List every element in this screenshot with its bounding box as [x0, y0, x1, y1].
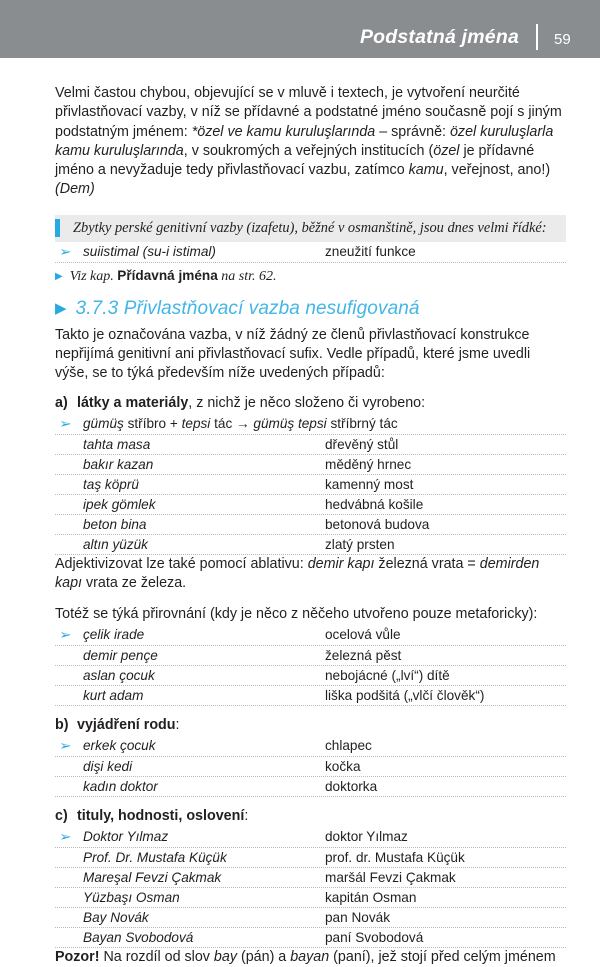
vocab-czech: pan Novák [325, 909, 390, 925]
list-letter-b: b) [55, 716, 69, 733]
table-row [55, 868, 566, 888]
vocab-czech: kamenný most [325, 476, 414, 492]
section-intro-paragraph: Takto je označována vazba, v níž žádný ze členů přivlastňovací konstrukce nepřijímá genitivní ani přivlastňovací sufix. Vedle případů, které jsme uvedli výše, se to týká především níže uvedených případů: [55, 326, 531, 382]
vocab-czech: zneužití funkce [325, 243, 416, 259]
vocab-czech: liška podšitá („vlčí člověk“) [325, 687, 485, 703]
table-row [55, 455, 566, 475]
intro-em-4: kamu [408, 162, 444, 179]
table-row [55, 475, 566, 495]
vocab-czech: dřevěný stůl [325, 436, 399, 452]
list-item-c-rest: : [244, 807, 249, 824]
vocab-czech: ocelová vůle [325, 626, 401, 642]
table-row [55, 535, 566, 555]
vocab-turkish: suiistimal (su-i istimal) [83, 243, 216, 259]
vocab-turkish: Prof. Dr. Mustafa Küçük [83, 849, 227, 865]
triangle-right-icon: ▶ [55, 300, 67, 318]
intro-paragraph [55, 84, 566, 200]
vocab-turkish: demir pençe [83, 647, 158, 663]
formula-i1: gümüş [83, 415, 124, 431]
table-row [55, 515, 566, 535]
vocab-turkish: ipek gömlek [83, 496, 156, 512]
formula-table-a [55, 414, 566, 435]
list-item-c [55, 808, 566, 824]
table-row [55, 827, 566, 848]
vocab-czech: betonová budova [325, 516, 430, 532]
warning-label: Pozor! [55, 948, 100, 965]
formula-i3: gümüş tepsi [253, 415, 327, 431]
section-heading [55, 298, 566, 320]
vocab-turkish: Doktor Yılmaz [83, 828, 169, 844]
vocab-czech: zlatý prsten [325, 536, 395, 552]
table-row [55, 414, 566, 435]
table-row [55, 888, 566, 908]
section-heading-number: 3.7.3 [75, 297, 119, 319]
vocab-turkish: aslan çocuk [83, 667, 155, 683]
vocab-czech: doktorka [325, 778, 378, 794]
warning-paragraph [55, 948, 566, 967]
vocab-czech: chlapec [325, 737, 372, 753]
table-row [55, 757, 566, 777]
list-item-c-bold: tituly, hodnosti, oslovení [77, 807, 245, 824]
page-title: Podstatná jména [359, 26, 519, 48]
formula-i2: tepsi [181, 415, 211, 431]
arrow-southeast-icon: ➢ [59, 626, 72, 642]
ablative-em-2: demirden kapı [55, 555, 540, 591]
table-row [55, 646, 566, 666]
intro-text-1: Velmi častou chybou, objevující se v mluvě i textech, je vytvoření neurčité přivlastňovací vazby, v níž se přídavné a podstatné jméno současně pojí s jiným podstatným jménem: [55, 85, 562, 140]
list-item-b-text [77, 717, 180, 733]
table-row [55, 666, 566, 686]
warning-text-1: Na rozdíl od slov [99, 948, 214, 965]
vocab-turkish: erkek çocuk [83, 737, 156, 753]
vocab-czech: hedvábná košile [325, 496, 424, 512]
izafet-note-box [55, 215, 566, 242]
warning-em-2: bayan [290, 948, 330, 965]
cross-reference-text [70, 268, 277, 285]
cross-reference[interactable] [55, 268, 566, 285]
vocab-czech: nebojácné („lví“) dítě [325, 667, 450, 683]
vocab-turkish: altın yüzük [83, 536, 148, 552]
vocab-czech: kapitán Osman [325, 889, 417, 905]
vocab-table-metaphor [55, 625, 566, 706]
table-row [55, 848, 566, 868]
table-row [55, 242, 566, 263]
vocab-table-b [55, 736, 566, 797]
ref-prefix: Viz kap. [69, 268, 118, 284]
arrow-southeast-icon: ➢ [59, 737, 72, 753]
vocab-table-c [55, 827, 566, 948]
warning-text-3: (paní), jež stojí před celým jménem [329, 948, 556, 965]
intro-em-1: *özel ve kamu kuruluşlarında [191, 123, 376, 140]
intro-em-5: (Dem) [55, 181, 95, 198]
list-item-b-rest: : [175, 716, 180, 733]
vocab-table-a [55, 435, 566, 555]
ablative-text-2: železná vrata = [374, 555, 480, 572]
ref-suffix: na str. 62. [217, 268, 277, 284]
vocab-turkish: bakır kazan [83, 456, 154, 472]
note-example-table [55, 242, 566, 263]
formula-line [83, 415, 566, 432]
ablative-em-1: demir kapı [307, 555, 375, 572]
header-divider-icon [536, 24, 538, 50]
intro-text-2: – správně: [375, 123, 450, 140]
vocab-czech: kočka [325, 758, 361, 774]
table-row [55, 495, 566, 515]
intro-text-5: , veřejnost, ano!) [443, 162, 551, 179]
ablative-paragraph [55, 555, 566, 594]
formula-t2: tác → [210, 415, 254, 431]
vocab-czech: prof. dr. Mustafa Küçük [325, 849, 465, 865]
vocab-turkish: Mareşal Fevzi Çakmak [83, 869, 222, 885]
vocab-czech: doktor Yılmaz [325, 828, 408, 844]
list-item-b-bold: vyjádření rodu [77, 716, 176, 733]
triangle-right-icon: ▶ [55, 270, 63, 282]
list-item-a-text [77, 395, 425, 411]
list-item-a-rest: , z nichž je něco složeno či vyrobeno: [188, 394, 426, 411]
vocab-czech: paní Svobodová [325, 929, 424, 945]
list-letter-c: c) [55, 807, 68, 824]
ref-chapter: Přídavná jména [117, 267, 218, 283]
section-heading-title: Přivlastňovací vazba nesufigovaná [123, 297, 420, 319]
vocab-turkish: Yüzbaşı Osman [83, 889, 180, 905]
arrow-southeast-icon: ➢ [59, 243, 72, 259]
warning-text-2: (pán) a [236, 948, 291, 965]
table-row [55, 736, 566, 757]
table-row [55, 435, 566, 455]
arrow-southeast-icon: ➢ [59, 415, 72, 431]
formula-t3: stříbrný tác [326, 415, 398, 431]
table-row [55, 686, 566, 706]
vocab-turkish: tahta masa [83, 436, 151, 452]
intro-em-2: özel kuruluşlarla kamu kuruluşlarında [55, 123, 554, 159]
vocab-turkish: Bay Novák [83, 909, 149, 925]
warning-em-1: bay [213, 948, 237, 965]
intro-text-3: , v soukromých a veřejných institucích ( [183, 142, 434, 159]
vocab-turkish: Bayan Svobodová [83, 929, 194, 945]
formula-t1: stříbro + [123, 415, 182, 431]
intro-em-3: özel [433, 142, 460, 159]
page-header [0, 0, 600, 58]
vocab-turkish: dişi kedi [83, 758, 133, 774]
vocab-czech: měděný hrnec [325, 456, 412, 472]
page-body [0, 58, 600, 967]
list-item-a-bold: látky a materiály [77, 394, 189, 411]
izafet-note-text: Zbytky perské genitivní vazby (izafetu), běžné v osmanštině, jsou dnes velmi řídké: [73, 219, 547, 236]
metaphor-intro-paragraph: Totéž se týká přirovnání (kdy je něco z něčeho utvořeno pouze metaforicky): [55, 606, 538, 623]
ablative-text-1: Adjektivizovat lze také pomocí ablativu: [55, 555, 308, 572]
page-number: 59 [554, 31, 571, 48]
intro-text-4: je přídavné jméno a nevyžaduje tedy přivlastňovací vazbu, zatímco [55, 142, 535, 179]
vocab-turkish: kadın doktor [83, 778, 158, 794]
vocab-czech: železná pěst [325, 647, 402, 663]
vocab-czech: maršál Fevzi Çakmak [325, 869, 456, 885]
vocab-turkish: kurt adam [83, 687, 144, 703]
table-row [55, 625, 566, 646]
table-row [55, 928, 566, 948]
vocab-turkish: beton bina [83, 516, 147, 532]
table-row [55, 777, 566, 797]
vocab-turkish: çelik irade [83, 626, 145, 642]
list-item-c-text [77, 808, 248, 824]
list-item-b [55, 717, 566, 733]
ablative-text-3: vrata ze železa. [82, 574, 187, 591]
list-letter-a: a) [55, 394, 68, 411]
vocab-turkish: taş köprü [83, 476, 139, 492]
list-item-a [55, 395, 566, 411]
blue-bar-icon [55, 219, 60, 237]
arrow-southeast-icon: ➢ [59, 828, 72, 844]
table-row [55, 908, 566, 928]
